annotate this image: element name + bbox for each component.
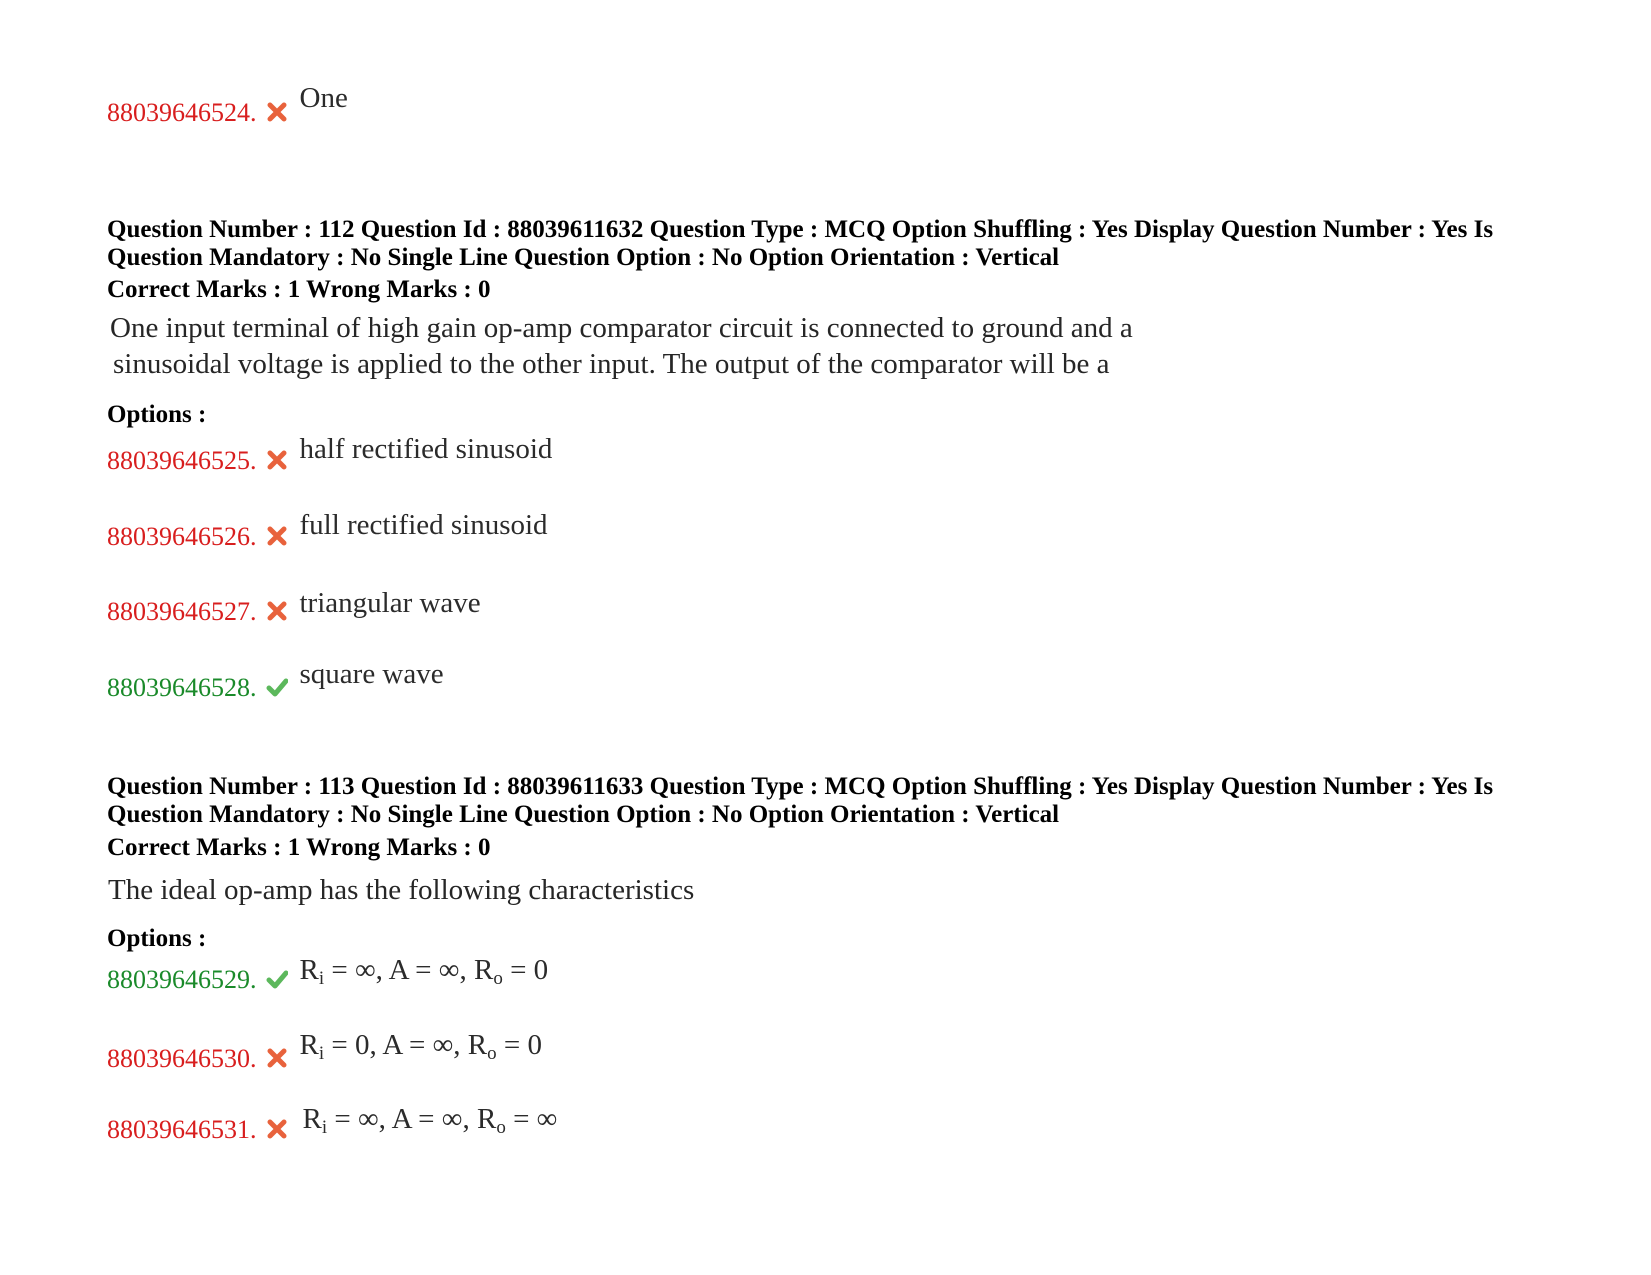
options-label: Options : xyxy=(107,401,207,428)
cross-icon xyxy=(266,600,288,622)
option-row xyxy=(107,658,444,702)
question-text-line: sinusoidal voltage is applied to the other input. The output of the comparator will be a xyxy=(113,348,1110,380)
ro-value: 0 xyxy=(533,954,549,986)
option-row xyxy=(107,587,481,626)
question-marks: Correct Marks : 1 Wrong Marks : 0 xyxy=(107,276,491,303)
a-value: ∞ xyxy=(432,1029,454,1061)
option-id: 88039646525. xyxy=(107,446,257,475)
meta-line: Question Number : 113 Question Id : 88039611633 Question Type : MCQ Option Shuffling : Yes Display Question Number : Yes Is xyxy=(107,773,1494,800)
option-row xyxy=(107,1029,542,1073)
option-formula: $R_i$ = ∞, A = ∞, $R_o = 0$ xyxy=(299,954,549,989)
question-marks: Correct Marks : 1 Wrong Marks : 0 xyxy=(107,834,491,861)
option-id: 88039646530. xyxy=(107,1044,257,1073)
meta-line: Question Number : 112 Question Id : 88039611632 Question Type : MCQ Option Shuffling : Yes Display Question Number : Yes Is xyxy=(107,216,1494,243)
option-text: square wave xyxy=(299,658,444,690)
a-value: ∞ xyxy=(441,1103,463,1135)
ri-value: ∞ xyxy=(354,954,376,986)
ri-value: ∞ xyxy=(357,1103,379,1135)
question-meta xyxy=(107,773,1493,829)
option-id: 88039646529. xyxy=(107,965,257,994)
check-icon xyxy=(266,676,288,698)
cross-icon xyxy=(266,525,288,547)
meta-line: Question Mandatory : No Single Line Question Option : No Option Orientation : Vertical xyxy=(107,244,1060,271)
option-text: One xyxy=(299,82,348,114)
option-row xyxy=(107,954,549,994)
option-id: 88039646524. xyxy=(107,98,257,127)
option-row xyxy=(107,82,348,127)
ri-value: 0 xyxy=(354,1029,370,1061)
option-text: triangular wave xyxy=(299,587,481,619)
option-row xyxy=(107,433,553,475)
meta-line: Question Mandatory : No Single Line Question Option : No Option Orientation : Vertical xyxy=(107,801,1060,828)
cross-icon xyxy=(266,1047,288,1069)
cross-icon xyxy=(266,101,288,123)
a-value: ∞ xyxy=(438,954,460,986)
question-meta xyxy=(107,216,1493,272)
ro-value: 0 xyxy=(527,1029,542,1061)
option-row xyxy=(107,509,548,551)
option-text: full rectified sinusoid xyxy=(299,509,548,541)
option-row xyxy=(107,1103,558,1144)
option-id: 88039646531. xyxy=(107,1115,257,1144)
option-text: half rectified sinusoid xyxy=(299,433,553,465)
option-id: 88039646526. xyxy=(107,522,257,551)
option-formula: $R_i$ = ∞, A = ∞, $R_o$ = ∞ xyxy=(302,1103,558,1138)
question-text-line: The ideal op-amp has the following characteristics xyxy=(108,874,695,906)
ro-value: ∞ xyxy=(536,1103,558,1135)
option-formula: $R_i = 0$, A = ∞, $R_o = 0$ xyxy=(299,1029,542,1064)
question-text-line: One input terminal of high gain op-amp comparator circuit is connected to ground and a xyxy=(110,312,1133,344)
check-icon xyxy=(266,968,288,990)
cross-icon xyxy=(266,1118,288,1140)
option-id: 88039646528. xyxy=(107,673,257,702)
cross-icon xyxy=(266,449,288,471)
options-label: Options : xyxy=(107,925,207,952)
option-id: 88039646527. xyxy=(107,597,257,626)
